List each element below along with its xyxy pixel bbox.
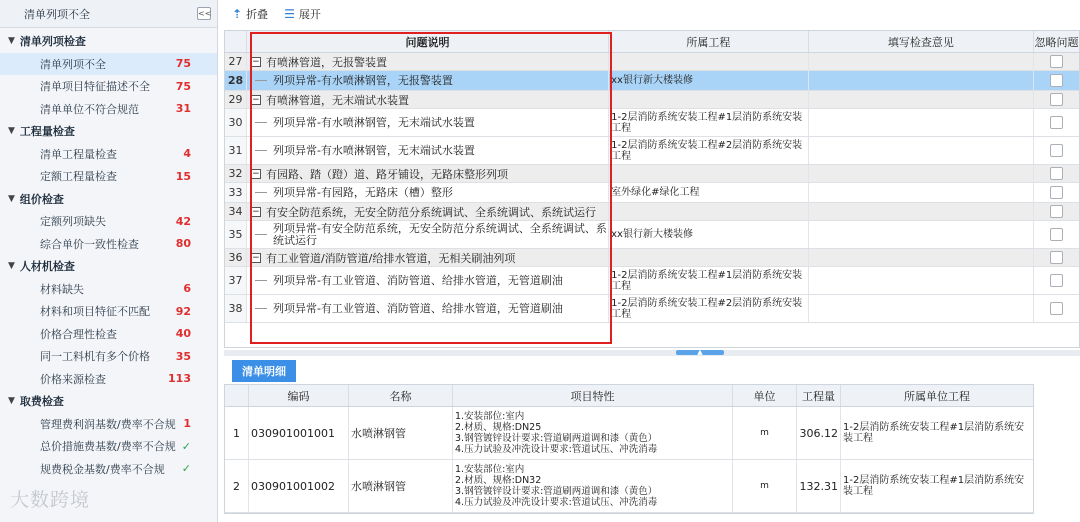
issue-desc-cell bbox=[247, 91, 609, 108]
issue-table bbox=[224, 30, 1080, 348]
tree-item[interactable] bbox=[0, 413, 217, 436]
tree-group-label: 清单列项检查 bbox=[19, 35, 86, 49]
opinion-cell[interactable] bbox=[809, 91, 1034, 108]
issue-row[interactable] bbox=[225, 109, 1079, 137]
code-cell: 030901001002 bbox=[249, 460, 349, 512]
opinion-cell[interactable] bbox=[809, 109, 1034, 136]
pane-splitter[interactable] bbox=[224, 350, 1080, 356]
project-cell bbox=[609, 53, 809, 70]
expand-all-button[interactable] bbox=[284, 6, 321, 22]
ignore-cell bbox=[1034, 295, 1079, 322]
issue-desc-cell bbox=[247, 165, 609, 182]
project-cell: xx银行新大楼装修 bbox=[609, 221, 809, 248]
qty-cell: 132.31 bbox=[797, 460, 841, 512]
expand-caret-icon[interactable]: ▼ bbox=[8, 36, 15, 47]
check-sidebar bbox=[0, 0, 218, 522]
issue-row[interactable] bbox=[225, 137, 1079, 165]
ignore-cell bbox=[1034, 91, 1079, 108]
tree-group-label: 组价检查 bbox=[19, 192, 64, 206]
issue-group-row[interactable] bbox=[225, 53, 1079, 71]
issue-group-text: 有园路、踏（蹬）道、路牙铺设，无路床整形列项 bbox=[265, 167, 508, 181]
opinion-cell[interactable] bbox=[809, 267, 1034, 294]
tree-group-label: 工程量检查 bbox=[19, 125, 75, 139]
feature-line: 2.材质、规格:DN32 bbox=[455, 475, 542, 486]
issue-text: 列项异常-有水喷淋钢管，无末端试水装置 bbox=[272, 143, 475, 157]
col-header-name[interactable]: 名称 bbox=[349, 385, 453, 406]
collapse-group-icon[interactable]: − bbox=[252, 94, 260, 105]
tree-item[interactable] bbox=[0, 98, 217, 121]
tree-line bbox=[255, 150, 267, 151]
issue-group-text: 有喷淋管道，无报警装置 bbox=[265, 55, 387, 69]
detail-row[interactable] bbox=[225, 460, 1033, 513]
collapse-sidebar-icon[interactable]: << bbox=[198, 9, 212, 18]
issue-desc-cell bbox=[247, 267, 609, 294]
unit-cell: m bbox=[733, 407, 797, 459]
ignore-cell bbox=[1034, 267, 1079, 294]
issue-text: 列项异常-有安全防范系统，无安全防范分系统调试、全系统调试、系统试运行 bbox=[272, 221, 607, 247]
sidebar-header-title: 清单列项不全 bbox=[24, 7, 90, 21]
project-cell bbox=[609, 203, 809, 220]
row-number: 28 bbox=[225, 71, 247, 90]
issue-desc-cell bbox=[247, 183, 609, 202]
features-cell bbox=[453, 407, 733, 459]
unit-cell: m bbox=[733, 460, 797, 512]
tree-item[interactable] bbox=[0, 368, 217, 391]
col-header-unit[interactable]: 单位 bbox=[733, 385, 797, 406]
feature-line: 1.安装部位:室内 bbox=[455, 411, 525, 422]
tree-line bbox=[255, 280, 267, 281]
issue-desc-cell bbox=[247, 203, 609, 220]
tree-group[interactable] bbox=[0, 30, 217, 53]
row-number: 30 bbox=[225, 109, 247, 136]
tree-item-label: 总价措施费基数/费率不合规 bbox=[40, 440, 176, 454]
tree-item[interactable] bbox=[0, 300, 217, 323]
opinion-cell[interactable] bbox=[809, 137, 1034, 164]
opinion-cell[interactable] bbox=[809, 183, 1034, 202]
opinion-cell[interactable] bbox=[809, 71, 1034, 90]
collapse-all-button[interactable] bbox=[232, 6, 268, 22]
col-header-code[interactable]: 编码 bbox=[249, 385, 349, 406]
issue-count: 42 bbox=[175, 214, 191, 228]
issue-text: 列项异常-有水喷淋钢管，无报警装置 bbox=[272, 73, 453, 87]
issue-count: 6 bbox=[183, 282, 191, 296]
name-cell: 水喷淋钢管 bbox=[349, 407, 453, 459]
ignore-checkbox[interactable] bbox=[1050, 205, 1063, 218]
tree-item[interactable] bbox=[0, 458, 217, 481]
sidebar-header bbox=[0, 0, 217, 28]
tree-item[interactable] bbox=[0, 345, 217, 368]
tree-line bbox=[255, 234, 267, 235]
expand-icon: ☰ bbox=[284, 7, 295, 21]
project-cell: 1-2层消防系统安装工程#1层消防系统安装工程 bbox=[609, 109, 809, 136]
project-cell: xx银行新大楼装修 bbox=[609, 71, 809, 90]
issue-group-row[interactable] bbox=[225, 203, 1079, 221]
ignore-cell bbox=[1034, 71, 1079, 90]
ignore-cell bbox=[1034, 183, 1079, 202]
tree-item[interactable] bbox=[0, 435, 217, 458]
tree-group[interactable] bbox=[0, 120, 217, 143]
main-panel bbox=[224, 0, 1080, 522]
issue-count: 40 bbox=[175, 327, 191, 341]
detail-table-body bbox=[225, 407, 1033, 513]
tree-group[interactable] bbox=[0, 255, 217, 278]
name-cell: 水喷淋钢管 bbox=[349, 460, 453, 512]
col-header-ignore[interactable]: 忽略问题 bbox=[1034, 35, 1079, 49]
detail-table bbox=[224, 384, 1034, 514]
issue-group-text: 有安全防范系统，无安全防范分系统调试、全系统调试、系统试运行 bbox=[265, 205, 596, 219]
issue-count: 113 bbox=[168, 372, 191, 386]
tree-group[interactable] bbox=[0, 188, 217, 211]
tree-item-label: 清单列项不全 bbox=[40, 57, 106, 71]
issue-row[interactable] bbox=[225, 295, 1079, 323]
tree-item-label: 材料和项目特征不匹配 bbox=[40, 305, 150, 319]
collapse-icon: ⇡ bbox=[232, 7, 243, 21]
project-cell bbox=[609, 165, 809, 182]
issue-group-row[interactable] bbox=[225, 165, 1079, 183]
tree-item-label: 同一工料机有多个价格 bbox=[40, 350, 150, 364]
ignore-checkbox[interactable] bbox=[1050, 144, 1063, 157]
detail-row-number: 1 bbox=[225, 407, 249, 459]
issue-row[interactable] bbox=[225, 71, 1079, 91]
collapse-group-icon[interactable]: − bbox=[252, 206, 260, 217]
issue-table-header bbox=[225, 31, 1079, 53]
feature-line: 1.安装部位:室内 bbox=[455, 464, 525, 475]
opinion-cell[interactable] bbox=[809, 203, 1034, 220]
expand-caret-icon[interactable]: ▼ bbox=[8, 126, 15, 137]
features-cell bbox=[453, 460, 733, 512]
project-cell: 1-2层消防系统安装工程#2层消防系统安装工程 bbox=[609, 137, 809, 164]
expand-caret-icon[interactable]: ▼ bbox=[8, 261, 15, 272]
tree-item[interactable] bbox=[0, 278, 217, 301]
tree-item[interactable] bbox=[0, 233, 217, 256]
col-header-desc[interactable]: 问题说明 bbox=[247, 31, 609, 52]
issue-count: 80 bbox=[175, 237, 191, 251]
project-cell bbox=[609, 249, 809, 266]
opinion-cell[interactable] bbox=[809, 53, 1034, 70]
opinion-cell[interactable] bbox=[809, 249, 1034, 266]
issue-count: 4 bbox=[183, 147, 191, 161]
issue-row[interactable] bbox=[225, 221, 1079, 249]
issue-group-row[interactable] bbox=[225, 91, 1079, 109]
issue-count: 75 bbox=[175, 57, 191, 71]
project-cell: 1-2层消防系统安装工程#2层消防系统安装工程 bbox=[609, 295, 809, 322]
tree-item[interactable] bbox=[0, 323, 217, 346]
check-icon: ✓ bbox=[181, 462, 191, 476]
toolbar bbox=[224, 0, 1080, 28]
tree-item-label: 清单单位不符合规范 bbox=[40, 102, 139, 116]
feature-line: 3.钢管镀锌设计要求:管道刷两道调和漆（黄色） bbox=[455, 486, 658, 497]
project-cell bbox=[609, 91, 809, 108]
tree-item-label: 清单项目特征描述不全 bbox=[40, 80, 150, 94]
issue-count: 15 bbox=[175, 169, 191, 183]
ignore-checkbox[interactable] bbox=[1050, 55, 1063, 68]
ignore-checkbox[interactable] bbox=[1050, 274, 1063, 287]
tree-group[interactable] bbox=[0, 390, 217, 413]
collapse-group-icon[interactable]: − bbox=[252, 168, 260, 179]
splitter-handle-icon[interactable]: ▲ bbox=[676, 350, 724, 355]
row-number: 36 bbox=[225, 249, 247, 266]
tree-line bbox=[255, 192, 267, 193]
row-number: 37 bbox=[225, 267, 247, 294]
tab-detail-list[interactable]: 清单明细 bbox=[232, 360, 296, 382]
col-header-project[interactable]: 所属工程 bbox=[609, 31, 809, 52]
check-tree bbox=[0, 28, 217, 480]
tree-item-label: 价格来源检查 bbox=[40, 372, 106, 386]
ignore-checkbox[interactable] bbox=[1050, 251, 1063, 264]
tree-item-label: 材料缺失 bbox=[40, 282, 84, 296]
tree-group-label: 取费检查 bbox=[19, 395, 64, 409]
ignore-checkbox[interactable] bbox=[1050, 74, 1063, 87]
opinion-cell[interactable] bbox=[809, 221, 1034, 248]
ignore-checkbox[interactable] bbox=[1050, 228, 1063, 241]
tree-item[interactable] bbox=[0, 165, 217, 188]
ignore-checkbox[interactable] bbox=[1050, 167, 1063, 180]
ignore-cell bbox=[1034, 203, 1079, 220]
issue-text: 列项异常-有园路，无路床（槽）整形 bbox=[272, 185, 453, 199]
ignore-cell bbox=[1034, 165, 1079, 182]
collapse-label: 折叠 bbox=[246, 8, 269, 21]
issue-text: 列项异常-有水喷淋钢管，无末端试水装置 bbox=[272, 115, 475, 129]
issue-count: 31 bbox=[175, 102, 191, 116]
issue-desc-cell bbox=[247, 221, 609, 248]
project-cell: 室外绿化#绿化工程 bbox=[609, 183, 809, 202]
col-header-qty[interactable]: 工程量 bbox=[797, 385, 841, 406]
tree-line bbox=[255, 122, 267, 123]
ignore-checkbox[interactable] bbox=[1050, 302, 1063, 315]
issue-desc-cell bbox=[247, 249, 609, 266]
issue-count: 75 bbox=[175, 79, 191, 93]
ignore-cell bbox=[1034, 109, 1079, 136]
code-cell: 030901001001 bbox=[249, 407, 349, 459]
collapse-group-icon[interactable]: − bbox=[252, 252, 260, 263]
row-number: 32 bbox=[225, 165, 247, 182]
unit-project-cell: 1-2层消防系统安装工程#1层消防系统安装工程 bbox=[843, 422, 1025, 444]
row-number: 38 bbox=[225, 295, 247, 322]
issue-group-text: 有喷淋管道，无末端试水装置 bbox=[265, 93, 409, 107]
issue-count: 1 bbox=[183, 417, 191, 431]
row-number-header bbox=[225, 31, 247, 52]
unit-project-cell: 1-2层消防系统安装工程#1层消防系统安装工程 bbox=[843, 475, 1025, 497]
issue-row[interactable] bbox=[225, 267, 1079, 295]
tree-item-label: 清单工程量检查 bbox=[40, 147, 117, 161]
row-number: 29 bbox=[225, 91, 247, 108]
ignore-checkbox[interactable] bbox=[1050, 116, 1063, 129]
opinion-cell[interactable] bbox=[809, 295, 1034, 322]
collapse-group-icon[interactable]: − bbox=[252, 56, 260, 67]
tree-item-label: 价格合理性检查 bbox=[40, 327, 117, 341]
expand-label: 展开 bbox=[298, 8, 321, 21]
issue-desc-cell bbox=[247, 295, 609, 322]
ignore-cell bbox=[1034, 221, 1079, 248]
expand-caret-icon[interactable]: ▼ bbox=[8, 396, 15, 407]
ignore-cell bbox=[1034, 249, 1079, 266]
tree-item[interactable] bbox=[0, 53, 217, 76]
issue-desc-cell bbox=[247, 109, 609, 136]
tree-item[interactable] bbox=[0, 210, 217, 233]
ignore-cell bbox=[1034, 137, 1079, 164]
tree-item-label: 定额列项缺失 bbox=[40, 215, 106, 229]
issue-desc-cell bbox=[247, 137, 609, 164]
detail-row[interactable] bbox=[225, 407, 1033, 460]
issue-desc-cell bbox=[247, 53, 609, 70]
tree-group-label: 人材机检查 bbox=[19, 260, 75, 274]
watermark-text: 大数跨境 bbox=[10, 489, 91, 511]
issue-desc-cell bbox=[247, 71, 609, 90]
watermark-logo bbox=[10, 485, 90, 512]
row-number: 31 bbox=[225, 137, 247, 164]
issue-table-body bbox=[225, 53, 1079, 323]
tree-item[interactable] bbox=[0, 75, 217, 98]
opinion-cell[interactable] bbox=[809, 165, 1034, 182]
check-icon: ✓ bbox=[181, 439, 191, 453]
ignore-checkbox[interactable] bbox=[1050, 93, 1063, 106]
detail-row-number: 2 bbox=[225, 460, 249, 512]
issue-group-row[interactable] bbox=[225, 249, 1079, 267]
qty-cell: 306.12 bbox=[797, 407, 841, 459]
issue-row[interactable] bbox=[225, 183, 1079, 203]
issue-count: 35 bbox=[175, 349, 191, 363]
detail-table-header bbox=[225, 385, 1033, 407]
feature-line: 2.材质、规格:DN25 bbox=[455, 422, 542, 433]
row-number: 35 bbox=[225, 221, 247, 248]
project-cell: 1-2层消防系统安装工程#1层消防系统安装工程 bbox=[609, 267, 809, 294]
ignore-checkbox[interactable] bbox=[1050, 186, 1063, 199]
issue-group-text: 有工业管道/消防管道/给排水管道，无相关刷油列项 bbox=[265, 251, 516, 265]
feature-line: 3.钢管镀锌设计要求:管道刷两道调和漆（黄色） bbox=[455, 433, 658, 444]
col-header-opinion[interactable]: 填写检查意见 bbox=[809, 31, 1034, 52]
tree-item-label: 管理费利润基数/费率不合规 bbox=[40, 417, 176, 431]
expand-caret-icon[interactable]: ▼ bbox=[8, 193, 15, 204]
feature-line: 4.压力试验及冲洗设计要求:管道试压、冲洗消毒 bbox=[455, 444, 658, 455]
row-number: 27 bbox=[225, 53, 247, 70]
row-number: 34 bbox=[225, 203, 247, 220]
col-header-unit-project[interactable]: 所属单位工程 bbox=[904, 389, 970, 403]
feature-line: 4.压力试验及冲洗设计要求:管道试压、冲洗消毒 bbox=[455, 497, 658, 508]
tree-item-label: 规费税金基数/费率不合规 bbox=[40, 462, 165, 476]
detail-row-number-header bbox=[225, 385, 249, 406]
tree-item-label: 综合单价一致性检查 bbox=[40, 237, 139, 251]
row-number: 33 bbox=[225, 183, 247, 202]
issue-count: 92 bbox=[175, 304, 191, 318]
tree-item[interactable] bbox=[0, 143, 217, 166]
tree-line bbox=[255, 308, 267, 309]
tree-item-label: 定额工程量检查 bbox=[40, 170, 117, 184]
issue-text: 列项异常-有工业管道、消防管道、给排水管道，无管道刷油 bbox=[272, 273, 563, 287]
ignore-cell bbox=[1034, 53, 1079, 70]
issue-text: 列项异常-有工业管道、消防管道、给排水管道，无管道刷油 bbox=[272, 301, 563, 315]
tree-line bbox=[255, 80, 267, 81]
col-header-features[interactable]: 项目特性 bbox=[453, 385, 733, 406]
